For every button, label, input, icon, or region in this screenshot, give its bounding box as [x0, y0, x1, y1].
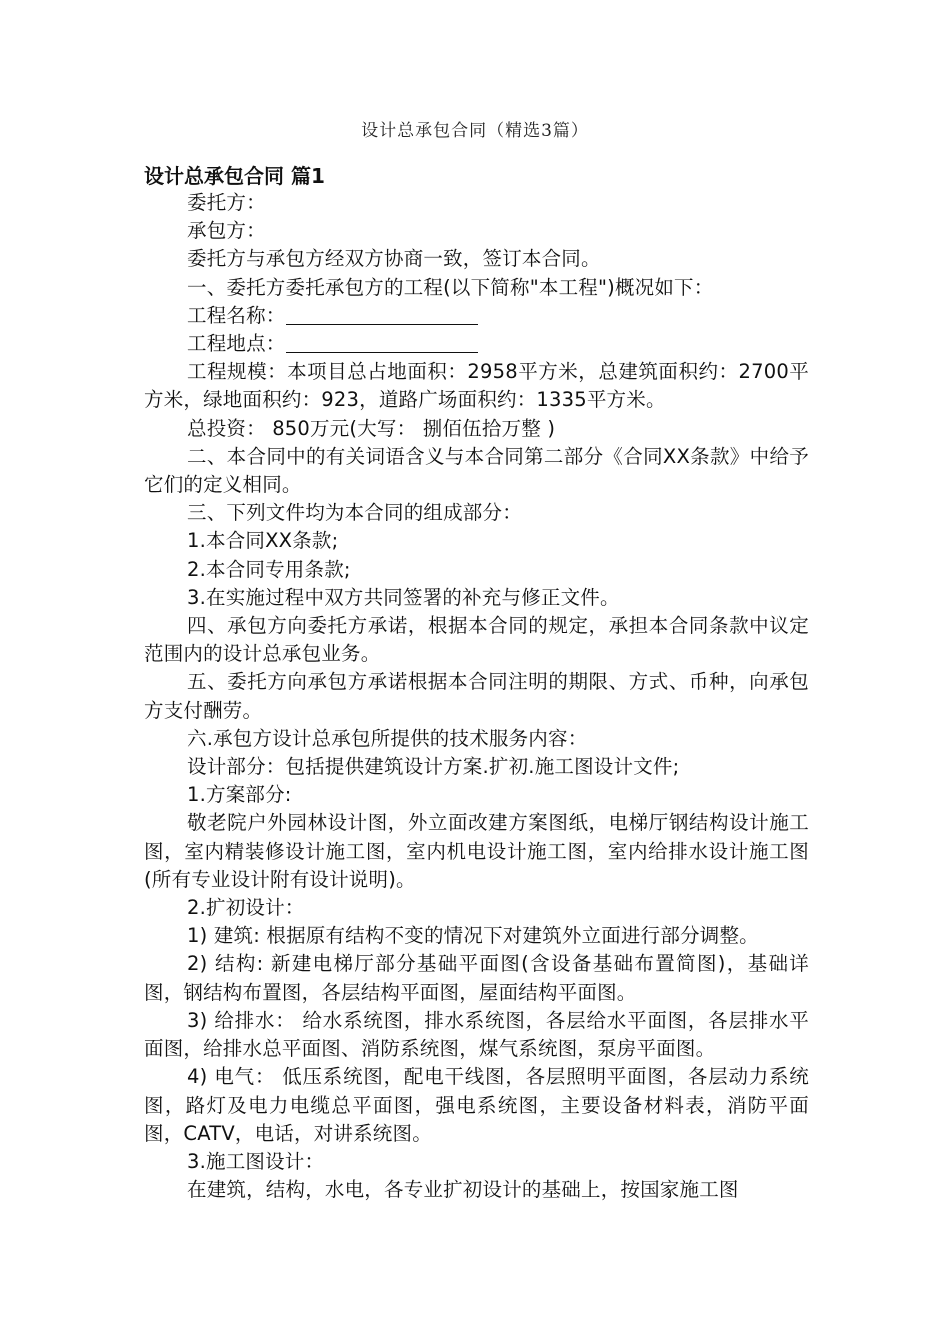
project-name-label: 工程名称：	[187, 303, 286, 327]
paragraph-clause-1: 一、委托方委托承包方的工程(以下简称"本工程")概况如下：	[187, 275, 714, 299]
paragraph-total-investment: 总投资： 850万元(大写： 捌佰伍拾万整 )	[187, 416, 556, 440]
section-heading: 设计总承包合同 篇1	[144, 164, 325, 188]
document-title: 设计总承包合同（精选3篇）	[361, 121, 589, 141]
paragraph-clause-3: 三、下列文件均为本合同的组成部分：	[187, 501, 522, 525]
paragraph-agreement: 委托方与承包方经双方协商一致，签订本合同。	[187, 247, 601, 271]
paragraph-preliminary-heading: 2.扩初设计：	[187, 896, 305, 920]
paragraph-contractor: 承包方：	[187, 219, 266, 243]
paragraph-construction-heading: 3.施工图设计：	[187, 1149, 325, 1173]
list-item-3-2: 2.本合同专用条款;	[187, 557, 351, 581]
paragraph-scheme-heading: 1.方案部分:	[187, 783, 292, 807]
paragraph-clause-4: 四、承包方向委托方承诺，根据本合同的规定，承担本合同条款中议定范围内的设计总承包业务。	[144, 614, 809, 666]
project-name-blank	[286, 304, 478, 325]
paragraph-client: 委托方：	[187, 191, 266, 214]
paragraph-project-name	[144, 302, 809, 330]
paragraph-construction-content: 在建筑，结构，水电，各专业扩初设计的基础上，按国家施工图	[187, 1178, 739, 1202]
list-item-3-1: 1.本合同XX条款;	[187, 529, 339, 553]
paragraph-plumbing: 3) 给排水： 给水系统图，排水系统图，各层给水平面图，各层排水平面图，给排水总平面图、消防系统图，煤气系统图，泵房平面图。	[144, 1008, 809, 1061]
paragraph-project-scale: 工程规模：本项目总占地面积：2958平方米，总建筑面积约：2700平方米，绿地面积约：923，道路广场面积约：1335平方米。	[144, 360, 809, 412]
paragraph-project-location	[144, 330, 809, 358]
project-location-label: 工程地点：	[187, 332, 286, 356]
document-body	[144, 189, 809, 1204]
list-item-3-3: 3.在实施过程中双方共同签署的补充与修正文件。	[187, 585, 620, 609]
paragraph-clause-2: 二、本合同中的有关词语含义与本合同第二部分《合同XX条款》中给予它们的定义相同。	[144, 444, 809, 497]
paragraph-electrical: 4) 电气： 低压系统图，配电干线图，各层照明平面图，各层动力系统图，路灯及电力电缆总平面图，强电系统图，主要设备材料表，消防平面图，CATV，电话，对讲系统图。	[144, 1065, 809, 1145]
project-location-blank	[286, 332, 478, 353]
paragraph-architecture: 1) 建筑: 根据原有结构不变的情况下对建筑外立面进行部分调整。	[187, 924, 759, 948]
paragraph-clause-5: 五、委托方向承包方承诺根据本合同注明的期限、方式、币种，向承包方支付酬劳。	[144, 670, 809, 722]
paragraph-clause-6: 六.承包方设计总承包所提供的技术服务内容：	[187, 726, 588, 750]
paragraph-structure: 2) 结构: 新建电梯厅部分基础平面图(含设备基础布置简图)，基础详图，钢结构布置图，各层结构平面图，屋面结构平面图。	[144, 952, 809, 1004]
paragraph-design-scope: 设计部分：包括提供建筑设计方案.扩初.施工图设计文件;	[187, 755, 680, 779]
paragraph-scheme-content: 敬老院户外园林设计图，外立面改建方案图纸，电梯厅钢结构设计施工图，室内精装修设计施工图，室内机电设计施工图，室内给排水设计施工图(所有专业设计附有设计说明)。	[144, 811, 809, 891]
